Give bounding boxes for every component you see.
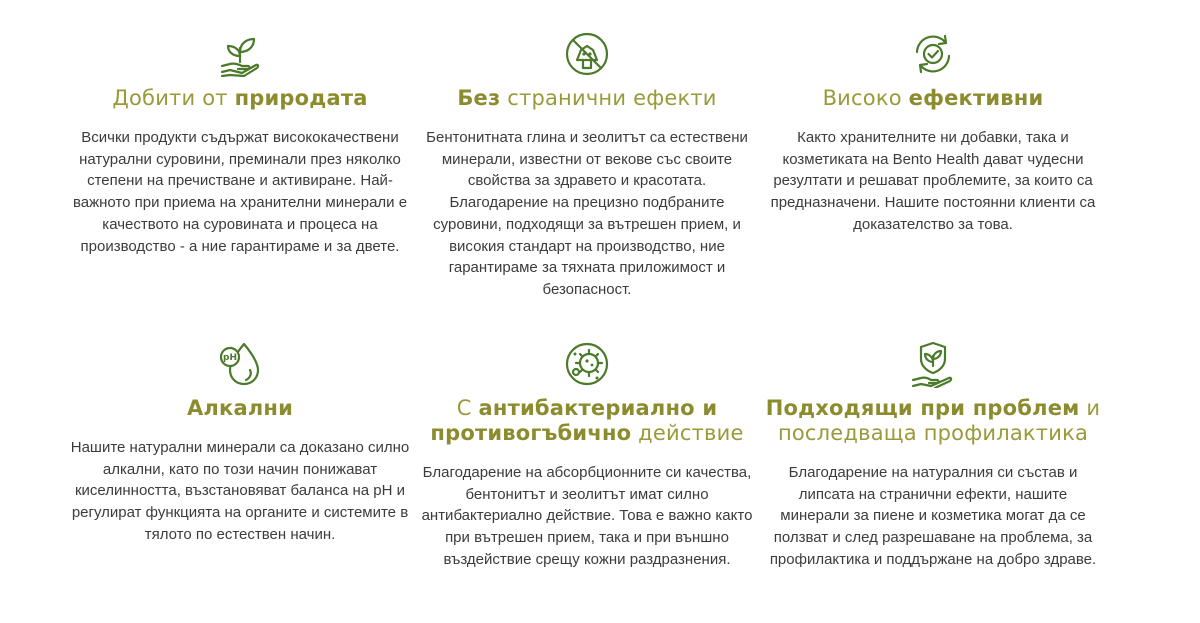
feature-text: Бентонитната глина и зеолитът са естествени минерали, известни от векове със своите свойства за здравето и красотата. Благодарение на прецизно подбраните суровини, подходящи за вътрешен прием, и високия стандарт на производство, ние гарантираме за тяхната приложимост и безопасност. [426, 129, 748, 298]
hand-sprout-icon [216, 30, 264, 78]
feature-title [763, 86, 1103, 111]
title-light: действие [631, 421, 744, 445]
title-light: и последваща профилактика [777, 396, 1101, 445]
title-bold: антибактериално и противогъбично [430, 396, 718, 445]
no-side-effects-icon [563, 30, 611, 78]
feature-text: Както хранителните ни добавки, така и козметиката на Bento Health дават чудесни резултати и решават проблемите, за които са предназначени. Нашите постоянни клиенти са доказателство за това. [770, 129, 1096, 233]
feature-text: Нашите натурални минерали са доказано силно алкални, като по този начин понижават киселинността, възстановяват баланса на pH и регулират функцията на органите и системите в тялото по естествен начин. [70, 439, 410, 543]
feature-no-side-effects [417, 30, 757, 301]
cycle-check-icon [909, 30, 957, 78]
title-light: странични ефекти [500, 86, 717, 110]
title-bold: Без [457, 86, 501, 110]
ph-drop-icon [216, 340, 264, 388]
antibacterial-icon [563, 340, 611, 388]
feature-title [70, 86, 410, 111]
title-bold: ефективни [908, 86, 1044, 110]
feature-text: Благодарение на абсорбционните си качества, бентонитът и зеолитът имат силно антибактериално действие. Това е важно както при вътрешен прием, така и при външно въздействие срещу кожни раздразнения. [421, 464, 753, 568]
feature-title [417, 86, 757, 111]
feature-text: Всички продукти съдържат висококачествени натурални суровини, преминали през няколко степени на пречистване и активиране. Най-важното при приема на хранителни минерали е качеството на суровината и процеса на производство - а ние гарантираме и за двете. [72, 129, 408, 255]
feature-title [417, 396, 757, 446]
feature-natural [70, 30, 410, 257]
title-light: С [456, 396, 479, 420]
title-bold: Алкални [186, 396, 294, 420]
title-light: Добити от [112, 86, 235, 110]
shield-hand-leaf-icon [909, 340, 957, 388]
title-light: Високо [822, 86, 909, 110]
feature-alkaline [70, 340, 410, 546]
title-bold: природата [234, 86, 368, 110]
feature-effective [763, 30, 1103, 236]
title-bold: Подходящи при проблем [765, 396, 1080, 420]
svg-text:pH: pH [223, 353, 237, 363]
feature-text: Благодарение на натуралния си състав и липсата на странични ефекти, нашите минерали за пиене и козметика могат да се ползват и след разрешаване на проблема, за профилактика и поддържане на добро здраве. [769, 464, 1097, 568]
feature-prevention [763, 340, 1103, 571]
feature-title [763, 396, 1103, 446]
feature-title [70, 396, 410, 421]
feature-antibacterial [417, 340, 757, 571]
